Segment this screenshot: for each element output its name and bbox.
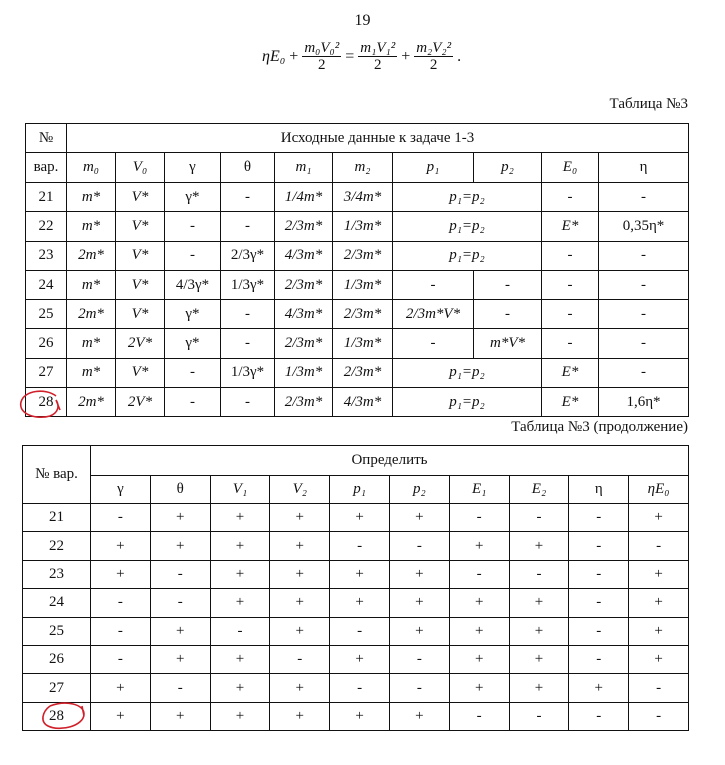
column-header: E₁ [449, 476, 509, 504]
table-cell: + [270, 532, 330, 560]
table-cell: + [569, 674, 629, 702]
table-row [23, 560, 689, 588]
variant-number: 23 [26, 241, 67, 270]
table-cell: + [270, 674, 330, 702]
table-cell: m* [67, 212, 116, 241]
header-row [26, 124, 689, 153]
table-cell: m* [67, 358, 116, 387]
variant-number: 27 [23, 674, 91, 702]
table-cell: 2m* [67, 241, 116, 270]
variant-number: 22 [26, 212, 67, 241]
table-cell: + [91, 674, 151, 702]
group-header: Исходные данные к задаче 1-3 [67, 124, 689, 153]
table-cell: 2/3m* [333, 300, 393, 329]
table2-caption: Таблица №3 (продолжение) [511, 419, 688, 435]
variant-number: 28 [26, 388, 67, 417]
table-row [23, 702, 689, 730]
table-cell: + [330, 504, 390, 532]
table-row [23, 504, 689, 532]
table-cell: + [210, 589, 270, 617]
column-header: θ [150, 476, 210, 504]
table-cell: - [389, 532, 449, 560]
table-cell: 2m* [67, 388, 116, 417]
table-cell: 2/3m* [333, 241, 393, 270]
table-cell: - [393, 329, 474, 358]
table-cell: - [599, 300, 689, 329]
variant-number: 26 [23, 645, 91, 673]
table-cell: - [91, 645, 151, 673]
table-row [26, 212, 689, 241]
column-header: m₁ [275, 153, 333, 183]
table-cell: + [449, 645, 509, 673]
variant-number: 24 [26, 270, 67, 299]
table-cell: p₁=p₂ [393, 241, 542, 270]
table-row [23, 617, 689, 645]
column-header: V₁ [210, 476, 270, 504]
table-cell: + [210, 504, 270, 532]
table-row [26, 183, 689, 212]
table-cell: - [330, 532, 390, 560]
table-cell: + [389, 560, 449, 588]
table-cell: + [330, 702, 390, 730]
table-cell: p₁=p₂ [393, 388, 542, 417]
table-cell: - [569, 617, 629, 645]
formula-fraction-body1 [358, 40, 397, 73]
table-cell: - [165, 212, 221, 241]
table-cell: - [221, 212, 275, 241]
table-cell: - [629, 702, 689, 730]
column-header: θ [221, 153, 275, 183]
table-cell: 1/3γ* [221, 270, 275, 299]
table-cell: - [91, 589, 151, 617]
table-cell: V* [116, 183, 165, 212]
variant-number: 22 [23, 532, 91, 560]
table-cell: m* [67, 329, 116, 358]
table-cell: m* [67, 270, 116, 299]
table-cell: 2m* [67, 300, 116, 329]
table-cell: - [509, 560, 569, 588]
table-cell: - [599, 329, 689, 358]
table-cell: - [569, 560, 629, 588]
table-cell: - [150, 560, 210, 588]
table-cell: + [449, 617, 509, 645]
table-cell: γ* [165, 183, 221, 212]
column-header: p₂ [389, 476, 449, 504]
formula-plus: + [401, 47, 411, 65]
table-cell: 0,35η* [599, 212, 689, 241]
column-header: η [599, 153, 689, 183]
determine-table [22, 445, 689, 731]
table-cell: - [599, 183, 689, 212]
table-cell: - [474, 300, 542, 329]
table-cell: E* [542, 358, 599, 387]
variant-number: 25 [26, 300, 67, 329]
table-cell: + [270, 617, 330, 645]
table-cell: + [509, 589, 569, 617]
table-cell: + [449, 532, 509, 560]
table-cell: + [389, 589, 449, 617]
table-cell: - [221, 300, 275, 329]
table-cell: m* [67, 183, 116, 212]
table-cell: - [569, 504, 629, 532]
table-cell: - [629, 532, 689, 560]
column-header: p₁ [330, 476, 390, 504]
table-row [23, 645, 689, 673]
table-cell: + [270, 702, 330, 730]
table-cell: 1/3m* [333, 212, 393, 241]
table-cell: + [389, 504, 449, 532]
column-header: p₂ [474, 153, 542, 183]
table-cell: 4/3m* [275, 300, 333, 329]
table-cell: + [150, 702, 210, 730]
table-cell: + [150, 504, 210, 532]
table-cell: 4/3m* [333, 388, 393, 417]
table-cell: + [629, 504, 689, 532]
table-cell: + [150, 645, 210, 673]
table-cell: + [91, 702, 151, 730]
header-row [23, 476, 689, 504]
variant-number: 23 [23, 560, 91, 588]
table-cell: 1/3m* [333, 270, 393, 299]
variant-number: 21 [26, 183, 67, 212]
table-cell: - [150, 589, 210, 617]
variant-number: 25 [23, 617, 91, 645]
table-cell: 2V* [116, 329, 165, 358]
table-cell: V* [116, 300, 165, 329]
table-cell: + [91, 532, 151, 560]
fraction-numerator: m₀V₀² [304, 40, 340, 56]
variant-number: 27 [26, 358, 67, 387]
table-cell: - [569, 645, 629, 673]
table-cell: γ* [165, 329, 221, 358]
table-cell: + [330, 645, 390, 673]
table-cell: - [330, 674, 390, 702]
table-cell: + [270, 589, 330, 617]
table-cell: 4/3γ* [165, 270, 221, 299]
table-cell: - [569, 532, 629, 560]
column-header: γ [165, 153, 221, 183]
table-cell: - [542, 270, 599, 299]
variant-number-header: № вар. [23, 446, 91, 504]
initial-data-table [25, 123, 689, 417]
table-cell: + [629, 560, 689, 588]
table-cell: - [542, 329, 599, 358]
column-header: E₂ [509, 476, 569, 504]
table-cell: + [150, 532, 210, 560]
table-cell: 3/4m* [333, 183, 393, 212]
table-cell: - [210, 617, 270, 645]
group-header: Определить [91, 446, 689, 476]
table-cell: 1/3m* [275, 358, 333, 387]
fraction-denominator: 2 [318, 57, 326, 73]
variant-number: 26 [26, 329, 67, 358]
table-row [23, 532, 689, 560]
table-cell: 2/3m*V* [393, 300, 474, 329]
table-cell: + [270, 504, 330, 532]
column-header: p₁ [393, 153, 474, 183]
table-cell: E* [542, 212, 599, 241]
table-cell: - [449, 702, 509, 730]
table-cell: - [449, 560, 509, 588]
table-cell: 1/3γ* [221, 358, 275, 387]
table-row [26, 358, 689, 387]
column-header: V₀ [116, 153, 165, 183]
table-cell: + [509, 674, 569, 702]
table-cell: + [210, 702, 270, 730]
table-cell: 2/3m* [275, 329, 333, 358]
table-cell: + [509, 645, 569, 673]
table-cell: - [599, 270, 689, 299]
table-cell: + [629, 589, 689, 617]
table-cell: - [393, 270, 474, 299]
column-header: E₀ [542, 153, 599, 183]
table-cell: + [270, 560, 330, 588]
table-cell: + [91, 560, 151, 588]
table-cell: p₁=p₂ [393, 183, 542, 212]
table-cell: - [569, 702, 629, 730]
variant-number-header: № [26, 124, 67, 153]
table-cell: - [91, 504, 151, 532]
column-header: m₀ [67, 153, 116, 183]
table-cell: - [221, 183, 275, 212]
table-cell: - [150, 674, 210, 702]
table-cell: + [210, 645, 270, 673]
table-cell: + [150, 617, 210, 645]
table-cell: 1,6η* [599, 388, 689, 417]
header-row [26, 153, 689, 183]
table-cell: 2/3m* [275, 212, 333, 241]
table-cell: - [629, 674, 689, 702]
table-cell: - [599, 241, 689, 270]
table1-caption: Таблица №3 [609, 96, 688, 112]
energy-formula [262, 40, 461, 73]
formula-plus: + [289, 47, 299, 65]
table-cell: + [449, 589, 509, 617]
table-cell: + [449, 674, 509, 702]
table-cell: + [330, 589, 390, 617]
table-cell: m*V* [474, 329, 542, 358]
table-cell: + [389, 702, 449, 730]
fraction-numerator: m₂V₂² [416, 40, 452, 56]
table-cell: p₁=p₂ [393, 358, 542, 387]
table-cell: - [599, 358, 689, 387]
table-cell: 1/3m* [333, 329, 393, 358]
table-cell: - [389, 674, 449, 702]
formula-fraction-initial [302, 40, 341, 73]
formula-equals: = [345, 47, 355, 65]
table-cell: - [449, 504, 509, 532]
table-cell: 2V* [116, 388, 165, 417]
table-cell: + [509, 532, 569, 560]
table-cell: - [509, 702, 569, 730]
table-cell: + [389, 617, 449, 645]
table-cell: V* [116, 241, 165, 270]
table-row [26, 388, 689, 417]
table-row [23, 674, 689, 702]
table-cell: 1/4m* [275, 183, 333, 212]
variant-number: 21 [23, 504, 91, 532]
table-row [23, 589, 689, 617]
fraction-denominator: 2 [373, 57, 382, 73]
table-cell: + [629, 617, 689, 645]
table-cell: 2/3m* [275, 270, 333, 299]
column-header: m₂ [333, 153, 393, 183]
fraction-denominator: 2 [429, 57, 438, 73]
table-cell: + [210, 532, 270, 560]
table-cell: - [509, 504, 569, 532]
table-cell: + [210, 674, 270, 702]
column-header: γ [91, 476, 151, 504]
table-cell: + [210, 560, 270, 588]
table-cell: - [165, 241, 221, 270]
table-row [26, 329, 689, 358]
table-cell: - [542, 241, 599, 270]
table-cell: + [509, 617, 569, 645]
table-cell: - [221, 329, 275, 358]
fraction-numerator: m₁V₁² [360, 40, 396, 56]
table-cell: - [165, 388, 221, 417]
table-cell: E* [542, 388, 599, 417]
table-cell: p₁=p₂ [393, 212, 542, 241]
formula-period: . [457, 47, 462, 65]
table-cell: - [542, 183, 599, 212]
table-cell: - [221, 388, 275, 417]
page-number: 19 [354, 12, 371, 29]
table-cell: V* [116, 212, 165, 241]
table-cell: - [389, 645, 449, 673]
table-cell: 2/3m* [333, 358, 393, 387]
table-cell: - [474, 270, 542, 299]
variant-number-header: вар. [26, 153, 67, 183]
formula-lhs-term: ηE₀ [262, 47, 286, 65]
table-cell: + [629, 645, 689, 673]
column-header: V₂ [270, 476, 330, 504]
column-header: η [569, 476, 629, 504]
table-row [26, 300, 689, 329]
formula-fraction-body2 [414, 40, 453, 73]
table-cell: V* [116, 358, 165, 387]
table-cell: - [330, 617, 390, 645]
variant-number: 24 [23, 589, 91, 617]
table-row [26, 270, 689, 299]
column-header: ηE₀ [629, 476, 689, 504]
table-cell: V* [116, 270, 165, 299]
table-cell: - [270, 645, 330, 673]
header-row [23, 446, 689, 476]
table-cell: - [165, 358, 221, 387]
table-cell: - [91, 617, 151, 645]
table-cell: 2/3γ* [221, 241, 275, 270]
table-cell: 2/3m* [275, 388, 333, 417]
table-cell: 4/3m* [275, 241, 333, 270]
variant-number: 28 [23, 702, 91, 730]
table-cell: - [569, 589, 629, 617]
table-row [26, 241, 689, 270]
table-cell: γ* [165, 300, 221, 329]
table-cell: - [542, 300, 599, 329]
table-cell: + [330, 560, 390, 588]
